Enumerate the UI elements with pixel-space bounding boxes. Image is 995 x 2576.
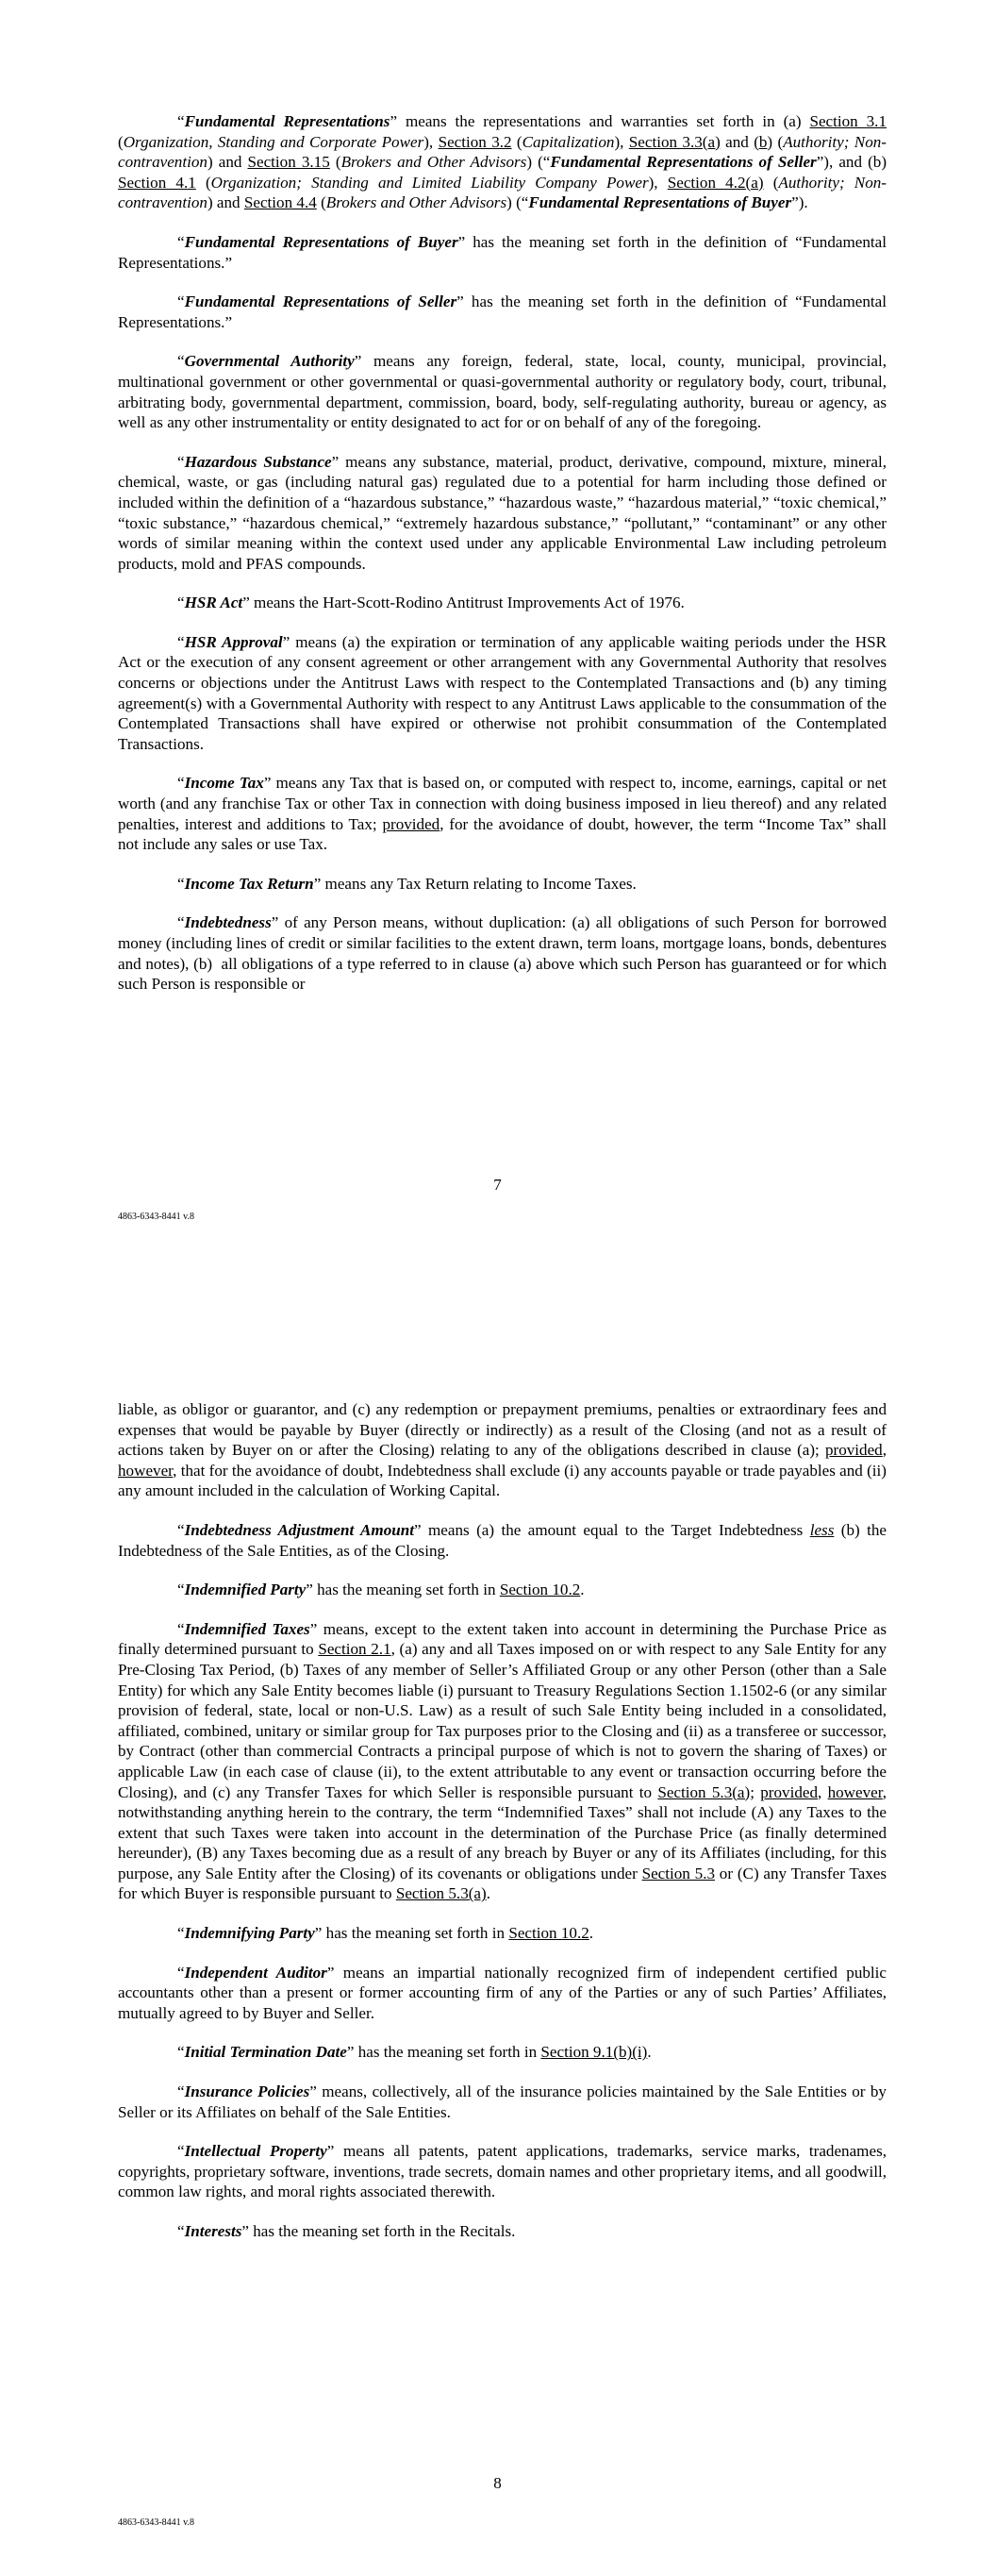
definition-indebtedness-continued: liable, as obligor or guarantor, and (c) any redemption or prepayment premiums, penalties or extraordinary fees and expenses that would be payable by Buyer (directly or indirectly) as a result of the Closing (and not as a result of actions taken by Buyer on or after the Closing) relating to any of the obligations described in clause (a); provided, however, that for the avoidance of doubt, Indebtedness shall exclude (i) any accounts payable or trade payables and (ii) any amount included in the calculation of Working Capital. [118,1400,887,1500]
definition-fundamental-representations-of-seller: “Fundamental Representations of Seller” has the meaning set forth in the definition of “Fundamental Representations.” [118,293,887,331]
definition-indemnifying-party: “Indemnifying Party” has the meaning set forth in Section 10.2. [177,1924,594,1943]
definition-fundamental-representations-of-buyer: “Fundamental Representations of Buyer” has the meaning set forth in the definition of “Fundamental Representations.” [118,232,887,272]
definition-indebtedness: “Indebtedness” of any Person means, without duplication: (a) all obligations of such Person for borrowed money (including lines of credit or similar facilities to the extent drawn, term loans, mortgage loans, bonds, debentures and notes), (b) all obligations of a type referred to in clause (a) above which such Person has guaranteed or for which such Person is responsible or [118,913,887,994]
page-8 [0,1288,995,2576]
page-number: 8 [493,2474,502,2492]
definition-interests: “Interests” has the meaning set forth in the Recitals. [177,2222,516,2240]
definition-indebtedness-adjustment-amount: “Indebtedness Adjustment Amount” means (a) the amount equal to the Target Indebtedness less (b) the Indebtedness of the Sale Entities, as of the Closing. [118,1520,887,1560]
definition-insurance-policies: “Insurance Policies” means, collectively, all of the insurance policies maintained by the Sale Entities or by Seller or its Affiliates on behalf of the Sale Entities. [118,2083,887,2121]
document-id-footer: 4863-6343-8441 v.8 [118,1212,195,1222]
definition-hsr-act: “HSR Act” means the Hart-Scott-Rodino Antitrust Improvements Act of 1976. [177,594,685,612]
page-body [118,1399,887,2261]
definition-income-tax-return: “Income Tax Return” means any Tax Return relating to Income Taxes. [177,874,637,893]
definition-hazardous-substance: “Hazardous Substance” means any substance, material, product, derivative, compound, mixture, mineral, chemical, waste, or gas (including natural gas) regulated due to a potential for harm including those defined or included within the definition of a “hazardous substance,” “hazardous waste,” “hazardous material,” “toxic chemical,” “toxic substance,” “hazardous chemical,” “extremely hazardous substance,” “pollutant,” “contaminant” or any other words of similar meaning within the context used under any applicable Environmental Law including petroleum products, mold and PFAS compounds. [118,452,887,573]
definition-indemnified-party: “Indemnified Party” has the meaning set forth in Section 10.2. [177,1581,585,1599]
definition-intellectual-property: “Intellectual Property” means all patents, patent applications, trademarks, service marks, tradenames, copyrights, proprietary software, inventions, trade secrets, domain names and other proprietary items, and all goodwill, common law rights, and moral rights associated therewith. [118,2142,887,2201]
definition-indemnified-taxes: “Indemnified Taxes” means, except to the extent taken into account in determining the Purchase Price as finally determined pursuant to Section 2.1, (a) any and all Taxes imposed on or with respect to any Sale Entity for any Pre-Closing Tax Period, (b) Taxes of any member of Seller’s Affiliated Group or any other Person (other than a Sale Entity) for which any Sale Entity becomes liable (i) pursuant to Treasury Regulations Section 1.1502-6 (or any similar provision of federal, state, local or non-U.S. Law) as a result of such Sale Entity being included in a consolidated, affiliated, combined, unitary or similar group for Tax purposes prior to the Closing and (ii) as a transferee or successor, by Contract (other than commercial Contracts a principal purpose of which is not to govern the sharing of Taxes) or applicable Law (in each case of clause (ii), to the extent attributable to any event or transaction occurring before the Closing), and (c) any Transfer Taxes for which Seller is responsible pursuant to Section 5.3(a); provided, however, notwithstanding anything herein to the contrary, the term “Indemnified Taxes” shall not include (A) any Taxes to the extent that such Taxes were taken into account in the determination of the Purchase Price (as finally determined hereunder), (B) any Taxes becoming due as a result of any breach by Buyer or any of its Affiliates (including, for this purpose, any Sale Entity after the Closing) of its covenants or obligations under Section 5.3 or (C) any Transfer Taxes for which Buyer is responsible pursuant to Section 5.3(a). [118,1619,887,1903]
document-id-footer: 4863-6343-8441 v.8 [118,2517,195,2528]
definition-hsr-approval: “HSR Approval” means (a) the expiration or termination of any applicable waiting periods under the HSR Act or the execution of any consent agreement or other arrangement with any Governmental Authority that resolves concerns or objections under the Antitrust Laws with respect to the Contemplated Transactions and (b) any timing agreement(s) with a Governmental Authority with respect to any Antitrust Laws applicable to the consummation of the Contemplated Transactions shall have expired or otherwise not prohibit consummation of the Contemplated Transactions. [118,632,887,753]
definition-income-tax: “Income Tax” means any Tax that is based on, or computed with respect to, income, earnings, capital or net worth (and any franchise Tax or other Tax in connection with doing business imposed in lieu thereof) and any related penalties, interest and additions to Tax; provided, for the avoidance of doubt, however, the term “Income Tax” shall not include any sales or use Tax. [118,774,887,854]
definition-governmental-authority: “Governmental Authority” means any foreign, federal, state, local, county, municipal, provincial, multinational government or other governmental or quasi-governmental authority or regulatory body, court, tribunal, arbitrating body, governmental department, commission, board, body, self-regulating authority, bureau or agency, as well as any other instrumentality or entity designated to act for or on behalf of any of the foregoing. [118,352,887,432]
definition-fundamental-representations: “Fundamental Representations” means the representations and warranties set forth in (a) Section 3.1 (Organization, Standing and Corporate Power), Section 3.2 (Capitalization), Section 3.3(a) and (b) (Authority; Non-contravention) and Section 3.15 (Brokers and Other Advisors) (“Fundamental Representations of Seller”), and (b) Section 4.1 (Organization; Standing and Limited Liability Company Power), Section 4.2(a) (Authority; Non-contravention) and Section 4.4 (Brokers and Other Advisors) (“Fundamental Representations of Buyer”). [118,112,887,212]
definition-independent-auditor: “Independent Auditor” means an impartial nationally recognized firm of independent certified public accountants other than a present or former accounting firm of any of the Parties or any of such Parties’ Affiliates, mutually agreed to by Buyer and Seller. [118,1963,887,2022]
definition-initial-termination-date: “Initial Termination Date” has the meaning set forth in Section 9.1(b)(i). [177,2043,652,2062]
page-body [118,111,887,1013]
page-number: 7 [493,1176,502,1194]
